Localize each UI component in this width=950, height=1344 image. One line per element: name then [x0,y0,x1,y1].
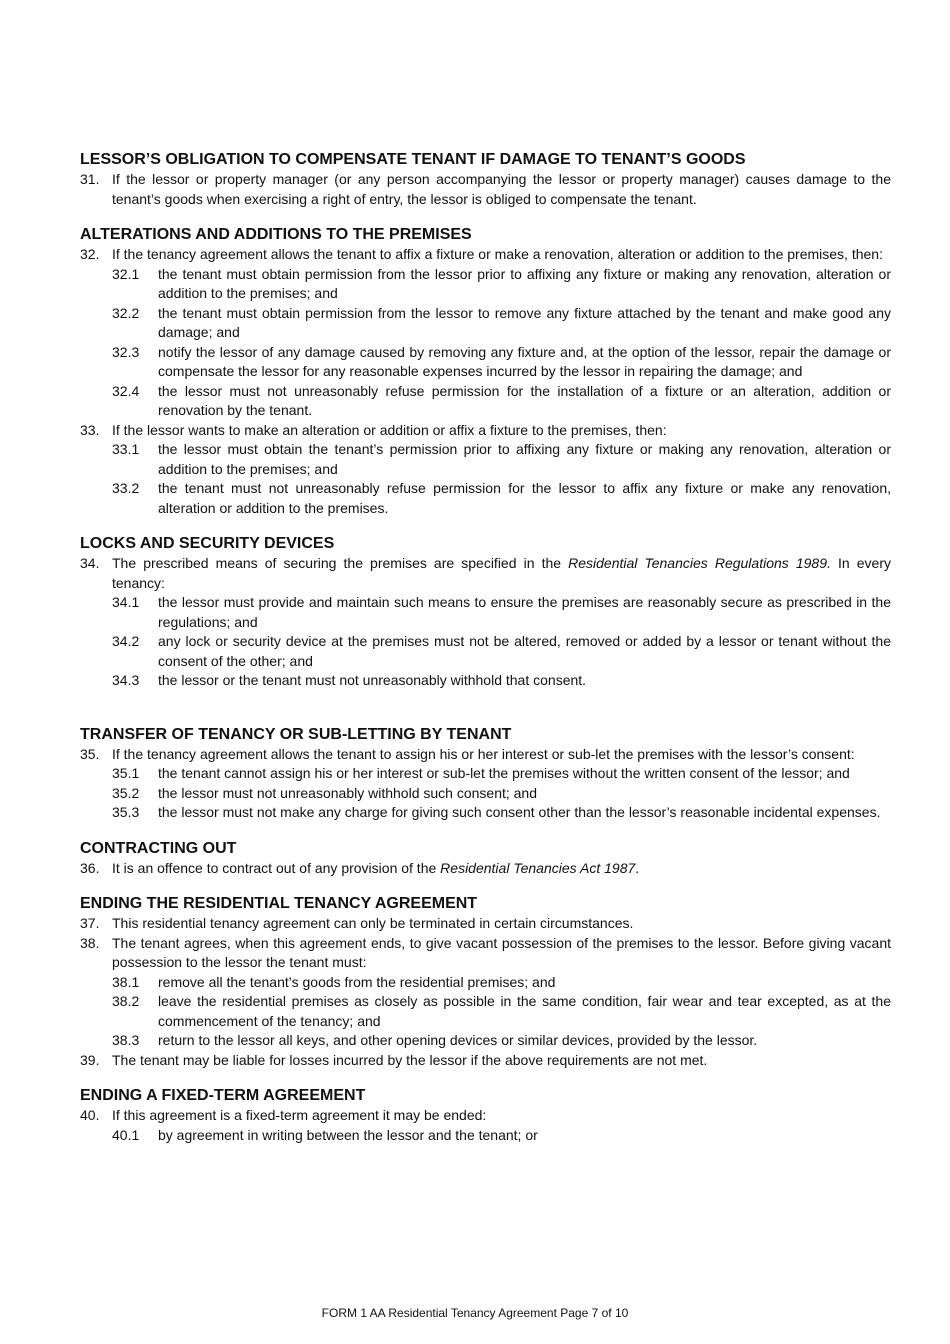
subclause-number: 38.2 [112,993,140,1009]
clause-number: 32. [80,246,100,262]
clause-text: If the lessor wants to make an alteration or addition or affix a fixture to the premises, then: [112,421,667,438]
subclause-text: the tenant must not unreasonably refuse permission for the lessor to affix any fixture or make any renovation, alteration or addition to the premises. [158,480,891,516]
clause-34-3 [80,671,891,691]
clause-34-1 [80,593,891,632]
page-content [80,150,891,1145]
subclause-number: 34.1 [112,594,140,610]
subclause-text: the tenant must obtain permission from the lessor prior to affixing any fixture or making any renovation, alteration or addition to the premises; and [158,265,891,301]
section-heading: LOCKS AND SECURITY DEVICES [80,535,335,552]
subclause-text: the lessor must obtain the tenant’s permission prior to affixing any fixture or making any renovation, alteration or addition to the premises; and [158,441,891,477]
clause-33-2 [80,479,891,518]
clause-text: If the tenancy agreement allows the tenant to affix a fixture or make a renovation, alteration or addition to the premises, then: [112,246,883,262]
regulation-citation: Residential Tenancies Regulations 1989. [568,555,831,571]
clause-37 [80,914,891,934]
subclause-text: return to the lessor all keys, and other opening devices or similar devices, provided by the lessor. [158,1032,758,1048]
clause-number: 34. [80,555,100,571]
subclause-number: 32.4 [112,382,140,399]
clause-text: This residential tenancy agreement can only be terminated in certain circumstances. [112,915,634,931]
subclause-text: the lessor must provide and maintain such means to ensure the premises are reasonably secure as prescribed in the regulations; and [158,594,891,630]
subclause-number: 35.3 [112,804,140,820]
subclause-number: 34.2 [112,633,140,649]
section-heading: LESSOR’S OBLIGATION TO COMPENSATE TENANT IF DAMAGE TO TENANT’S GOODS [80,151,746,168]
subclause-number: 33.2 [112,480,140,496]
subclause-text: the lessor must not make any charge for giving such consent other than the lessor’s reasonable incidental expenses. [158,804,881,820]
subclause-number: 35.1 [112,765,140,781]
clause-number: 40. [80,1107,100,1123]
subclause-number: 33.1 [112,441,140,457]
clause-31 [80,170,891,209]
page-footer: FORM 1 AA Residential Tenancy Agreement Page 7 of 10 [321,1306,629,1320]
subclause-text: remove all the tenant’s goods from the residential premises; and [158,973,556,990]
section-heading: TRANSFER OF TENANCY OR SUB-LETTING BY TENANT [80,725,512,743]
clause-35 [80,745,891,765]
clause-text: The tenant agrees, when this agreement ends, to give vacant possession of the premises to the lessor. Before giving vacant possession to the lessor the tenant must: [112,934,891,970]
subclause-number: 35.2 [112,784,140,801]
clause-text: The tenant may be liable for losses incurred by the lessor if the above requirements are not met. [112,1051,708,1068]
subclause-number: 34.3 [112,672,140,688]
clause-39 [80,1051,891,1071]
clause-text: It is an offence to contract out of any provision of the [112,859,441,876]
section-heading: ALTERATIONS AND ADDITIONS TO THE PREMISES [80,226,472,243]
clause-38-1 [80,973,891,993]
clause-38-3 [80,1031,891,1051]
clause-32 [80,245,891,265]
clause-text: If the tenancy agreement allows the tenant to assign his or her interest or sub-let the premises with the lessor’s consent: [112,745,855,762]
clause-text: If this agreement is a fixed-term agreement it may be ended: [112,1107,487,1123]
subclause-text: the lessor must not unreasonably refuse permission for the installation of a fixture or an alteration, addition or renovation by the tenant. [158,382,891,418]
subclause-number: 38.1 [112,973,140,990]
subclause-number: 32.1 [112,265,140,282]
clause-40-1 [80,1126,891,1146]
subclause-text: leave the residential premises as closely as possible in the same condition, fair wear and tear excepted, as at the commencement of the tenancy; and [158,993,891,1029]
clause-33-1 [80,440,891,479]
clause-38-2 [80,992,891,1031]
section-heading: ENDING A FIXED-TERM AGREEMENT [80,1087,366,1104]
subclause-text: the tenant must obtain permission from the lessor to remove any fixture attached by the tenant and make good any damage; and [158,304,891,340]
section-heading: CONTRACTING OUT [80,839,237,857]
clause-35-3 [80,803,891,823]
clause-32-1 [80,265,891,304]
subclause-number: 38.3 [112,1032,140,1048]
clause-33 [80,421,891,441]
clause-36 [80,859,891,879]
subclause-text: notify the lessor of any damage caused by removing any fixture and, at the option of the lessor, repair the damage or compensate the lessor for any reasonable expenses incurred by the lessor in repairing the damage; and [158,343,891,379]
subclause-text: the tenant cannot assign his or her interest or sub-let the premises without the written consent of the lessor; and [158,765,850,781]
subclause-text: by agreement in writing between the lessor and the tenant; or [158,1126,538,1143]
clause-text: In every tenancy: [112,555,891,591]
clause-34 [80,554,891,593]
act-citation: Residential Tenancies Act 1987 [440,859,636,876]
clause-number: 37. [80,915,100,931]
clause-32-3 [80,343,891,382]
clause-38 [80,934,891,973]
clause-35-1 [80,764,891,784]
clause-number: 33. [80,421,100,438]
clause-35-2 [80,784,891,804]
clause-number: 38. [80,934,100,951]
section-heading: ENDING THE RESIDENTIAL TENANCY AGREEMENT [80,895,478,912]
clause-text: . [635,859,640,876]
clause-32-4 [80,382,891,421]
clause-32-2 [80,304,891,343]
subclause-text: the lessor must not unreasonably withhold such consent; and [158,784,538,801]
clause-number: 39. [80,1051,100,1068]
clause-34-2 [80,632,891,671]
clause-40 [80,1106,891,1126]
clause-text: If the lessor or property manager (or any person accompanying the lessor or property manager) causes damage to the tenant’s goods when exercising a right of entry, the lessor is obliged to compensate the tenant. [112,171,891,207]
subclause-number: 32.2 [112,304,140,321]
clause-number: 36. [80,859,100,876]
subclause-text: the lessor or the tenant must not unreasonably withhold that consent. [158,672,587,688]
clause-number: 35. [80,745,100,762]
subclause-number: 32.3 [112,343,140,360]
subclause-text: any lock or security device at the premises must not be altered, removed or added by a lessor or tenant without the consent of the other; and [158,633,891,669]
clause-number: 31. [80,171,100,187]
subclause-number: 40.1 [112,1126,140,1143]
clause-text: The prescribed means of securing the premises are specified in the [112,555,569,571]
